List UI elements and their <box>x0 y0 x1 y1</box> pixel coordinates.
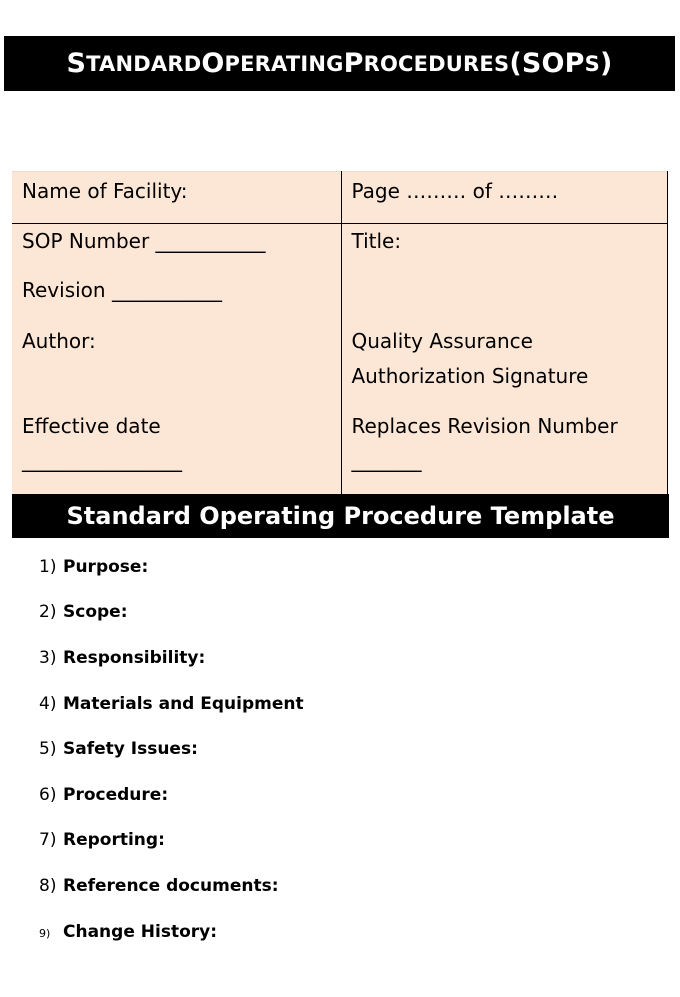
list-item-label: Reference documents: <box>63 876 279 896</box>
list-item-number: 5) <box>39 739 57 759</box>
list-item-number: 2) <box>39 602 57 622</box>
page-cell <box>341 172 667 224</box>
title-details-cell <box>341 224 667 496</box>
title-part: TANDARD <box>86 51 202 76</box>
page-of-label: Page ……… of ……… <box>351 179 559 203</box>
list-item-label: Scope: <box>63 602 128 622</box>
list-item-number: 7) <box>39 830 57 850</box>
sop-number-label: SOP Number ___________ <box>22 229 266 253</box>
list-item-label: Reporting: <box>63 830 165 850</box>
replaces-revision-label: Replaces Revision Number <box>351 414 618 438</box>
list-item-number: 1) <box>39 557 57 577</box>
list-item <box>39 920 217 944</box>
title-part: ROCEDURES <box>363 51 510 76</box>
list-item <box>39 737 198 761</box>
list-item-label: Procedure: <box>63 785 169 805</box>
list-item <box>39 646 205 670</box>
template-heading: Standard Operating Procedure Template <box>12 494 669 538</box>
list-item <box>39 555 148 579</box>
list-item-number: 9) <box>39 927 51 940</box>
qa-label-line1: Quality Assurance <box>351 329 533 353</box>
list-item-label: Materials and Equipment <box>63 694 304 714</box>
list-item <box>39 600 128 624</box>
list-item-number: 4) <box>39 694 57 714</box>
sop-details-cell <box>12 224 341 496</box>
list-item-label: Safety Issues: <box>63 739 198 759</box>
list-item-label: Responsibility: <box>63 648 206 668</box>
title-label: Title: <box>351 229 402 253</box>
list-item <box>39 783 168 807</box>
list-item-label: Change History: <box>63 922 218 942</box>
replaces-revision-line: _______ <box>351 448 422 472</box>
list-item <box>39 874 279 898</box>
list-item-label: Purpose: <box>63 557 149 577</box>
title-part: P <box>343 48 364 79</box>
title-part: S <box>584 51 600 76</box>
list-item-number: 8) <box>39 876 57 896</box>
qa-label-line2: Authorization Signature <box>351 364 589 388</box>
revision-label: Revision ___________ <box>22 278 222 302</box>
sop-info-table <box>12 171 668 495</box>
list-item-number: 3) <box>39 648 57 668</box>
list-item-number: 6) <box>39 785 57 805</box>
name-of-facility-label: Name of Facility: <box>22 179 188 203</box>
author-label: Author: <box>22 329 96 353</box>
facility-cell <box>12 172 341 224</box>
title-part: ) <box>599 48 613 79</box>
effective-date-label: Effective date <box>22 414 161 438</box>
title-part: PERATING <box>224 51 344 76</box>
title-part: S <box>66 48 87 79</box>
title-part: (SOP <box>509 48 585 79</box>
list-item <box>39 828 165 852</box>
document-title <box>4 36 675 91</box>
effective-date-line: ________________ <box>22 448 182 472</box>
list-item <box>39 692 304 716</box>
title-part: O <box>201 48 225 79</box>
